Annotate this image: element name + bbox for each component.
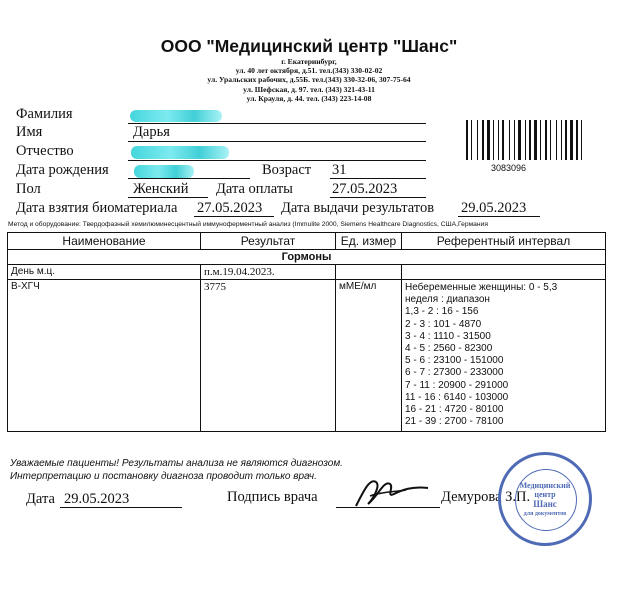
barcode-bar: [477, 120, 478, 160]
barcode-bar: [552, 120, 555, 160]
barcode-bar: [527, 120, 528, 160]
issue-date-underline: [458, 216, 540, 217]
barcode-number: 3083096: [491, 163, 527, 173]
table-group-row: [8, 250, 606, 265]
barcode-bar: [473, 120, 476, 160]
reference-line: Небеременные женщины: 0 - 5,3: [405, 282, 558, 293]
redacted-birthdate: [134, 165, 194, 178]
barcode-bar: [514, 120, 515, 160]
reference-line: 7 - 11 : 20900 - 291000: [405, 379, 509, 391]
doctor-signature: [350, 470, 434, 512]
clinic-stamp: [498, 452, 592, 546]
cell-name: День м.ц.: [8, 265, 201, 280]
column-header-result: Результат: [201, 233, 336, 250]
barcode-bar: [495, 120, 497, 160]
barcode-bar: [550, 120, 551, 160]
barcode-bar: [493, 120, 494, 160]
disclaimer-line: Интерпретацию и постановку диагноза проводит только врач.: [10, 471, 317, 482]
barcode-bar: [511, 120, 513, 160]
barcode-bar: [469, 120, 470, 160]
barcode-bar: [538, 120, 539, 160]
barcode-bar: [482, 120, 484, 160]
barcode-bar: [548, 120, 549, 160]
column-header-reference: Референтный интервал: [402, 233, 606, 250]
sample-date-value: 27.05.2023: [197, 200, 263, 216]
age-value: 31: [332, 162, 347, 178]
reference-line: 5 - 6 : 23100 - 151000: [405, 355, 504, 367]
barcode-bar: [540, 120, 541, 160]
method-line: Метод и оборудование: Твердофазный хемилюминесцентный иммуноферментный анализ (Immulite 2000, Siemens Healthcare Diagnostics, США,Германия: [8, 221, 488, 228]
sex-label: Пол: [16, 181, 41, 197]
cell-result: 3775: [201, 280, 336, 432]
barcode-bar: [581, 120, 582, 160]
cell-name: В-ХГЧ: [8, 280, 201, 432]
disclaimer-line: Уважаемые пациенты! Результаты анализа не являются диагнозом.: [10, 458, 343, 469]
sample-date-underline: [194, 216, 274, 217]
barcode-bar: [485, 120, 486, 160]
barcode-bar: [502, 120, 504, 160]
column-header-name: Наименование: [8, 233, 201, 250]
clinic-address: ул. Уральских рабочих, д.55Б. тел.(343) 330-32-06, 307-75-64: [207, 75, 411, 84]
surname-underline: [128, 123, 426, 124]
barcode-bar: [545, 120, 547, 160]
payment-value: 27.05.2023: [332, 181, 398, 197]
name-label: Имя: [16, 124, 43, 140]
barcode-bar: [583, 120, 585, 160]
barcode-bar: [529, 120, 531, 160]
birth-underline: [128, 178, 250, 179]
clinic-address: ул. Шефская, д. 97. тел. (343) 321-43-11: [243, 85, 375, 94]
barcode-bar: [556, 120, 557, 160]
reference-line: 4 - 5 : 2560 - 82300: [405, 343, 493, 355]
surname-label: Фамилия: [16, 106, 73, 122]
barcode-bar: [525, 120, 526, 160]
signature-label: Подпись врача: [227, 489, 318, 505]
barcode-bar: [563, 120, 564, 160]
patronymic-label: Отчество: [16, 143, 74, 159]
issue-date-label: Дата выдачи результатов: [281, 200, 435, 216]
reference-line: 6 - 7 : 27300 - 233000: [405, 367, 504, 379]
barcode-bar: [509, 120, 510, 160]
table-row: [8, 265, 606, 280]
barcode-bar: [542, 120, 544, 160]
clinic-city: г. Екатеринбург,: [281, 57, 337, 66]
barcode-bar: [466, 120, 468, 160]
doctor-name: Демурова З.П.: [441, 489, 531, 505]
redacted-surname: [130, 110, 222, 122]
barcode: [466, 120, 602, 160]
footer-date-label: Дата: [26, 491, 55, 507]
results-table: [7, 232, 606, 432]
barcode-bar: [568, 120, 569, 160]
barcode-bar: [570, 120, 573, 160]
reference-line: 16 - 21 : 4720 - 80100: [405, 404, 504, 416]
barcode-bar: [487, 120, 490, 160]
barcode-bar: [498, 120, 499, 160]
reference-line: 21 - 39 : 2700 - 78100: [405, 416, 504, 428]
barcode-bar: [518, 120, 521, 160]
cell-unit: [336, 265, 402, 280]
cell-reference: [402, 280, 606, 432]
reference-line: 2 - 3 : 101 - 4870: [405, 318, 482, 330]
barcode-bar: [558, 120, 560, 160]
column-header-unit: Ед. измер: [336, 233, 402, 250]
stamp-text: Медицинский: [519, 481, 571, 490]
issue-date-value: 29.05.2023: [461, 200, 527, 216]
payment-label: Дата оплаты: [216, 181, 293, 197]
barcode-bar: [561, 120, 562, 160]
cell-result: п.м.19.04.2023.: [201, 265, 336, 280]
stamp-text: для документов: [523, 511, 567, 517]
table-header-row: [8, 233, 606, 250]
barcode-bar: [516, 120, 517, 160]
table-row: [8, 280, 606, 432]
reference-line: неделя : диапазон: [405, 294, 490, 306]
barcode-bar: [574, 120, 575, 160]
barcode-bar: [505, 120, 508, 160]
sex-underline: [128, 197, 208, 198]
barcode-bar: [532, 120, 533, 160]
barcode-bar: [500, 120, 501, 160]
payment-underline: [330, 197, 426, 198]
age-underline: [330, 178, 426, 179]
age-label: Возраст: [262, 162, 312, 178]
clinic-address: ул. 40 лет октября, д.51. тел.(343) 330-02-02: [235, 66, 383, 75]
cell-unit: мМЕ/мл: [336, 280, 402, 432]
footer-date-underline: [60, 507, 182, 508]
stamp-text: центр: [534, 490, 556, 499]
reference-line: 1,3 - 2 : 16 - 156: [405, 306, 479, 318]
barcode-bar: [576, 120, 578, 160]
clinic-title: ООО "Медицинский центр "Шанс": [160, 36, 458, 56]
stamp-text: Шанс: [533, 499, 557, 509]
barcode-bar: [491, 120, 492, 160]
birth-label: Дата рождения: [16, 162, 109, 178]
redacted-patronymic: [131, 146, 229, 159]
group-label: Гормоны: [8, 250, 606, 265]
footer-date-value: 29.05.2023: [64, 491, 130, 507]
reference-line: 3 - 4 : 1110 - 31500: [405, 330, 491, 342]
sample-date-label: Дата взятия биоматериала: [16, 200, 178, 216]
name-value: Дарья: [133, 124, 170, 140]
barcode-bar: [534, 120, 537, 160]
clinic-address: ул. Крауля, д. 44. тел. (343) 223-14-08: [246, 94, 372, 103]
barcode-bar: [579, 120, 580, 160]
patronymic-underline: [128, 160, 426, 161]
cell-reference: [402, 265, 606, 280]
name-underline: [128, 141, 426, 142]
barcode-bar: [479, 120, 481, 160]
sex-value: Женский: [133, 181, 189, 197]
reference-line: 11 - 16 : 6140 - 103000: [405, 391, 509, 403]
barcode-bar: [565, 120, 567, 160]
barcode-bar: [471, 120, 472, 160]
barcode-bar: [522, 120, 524, 160]
